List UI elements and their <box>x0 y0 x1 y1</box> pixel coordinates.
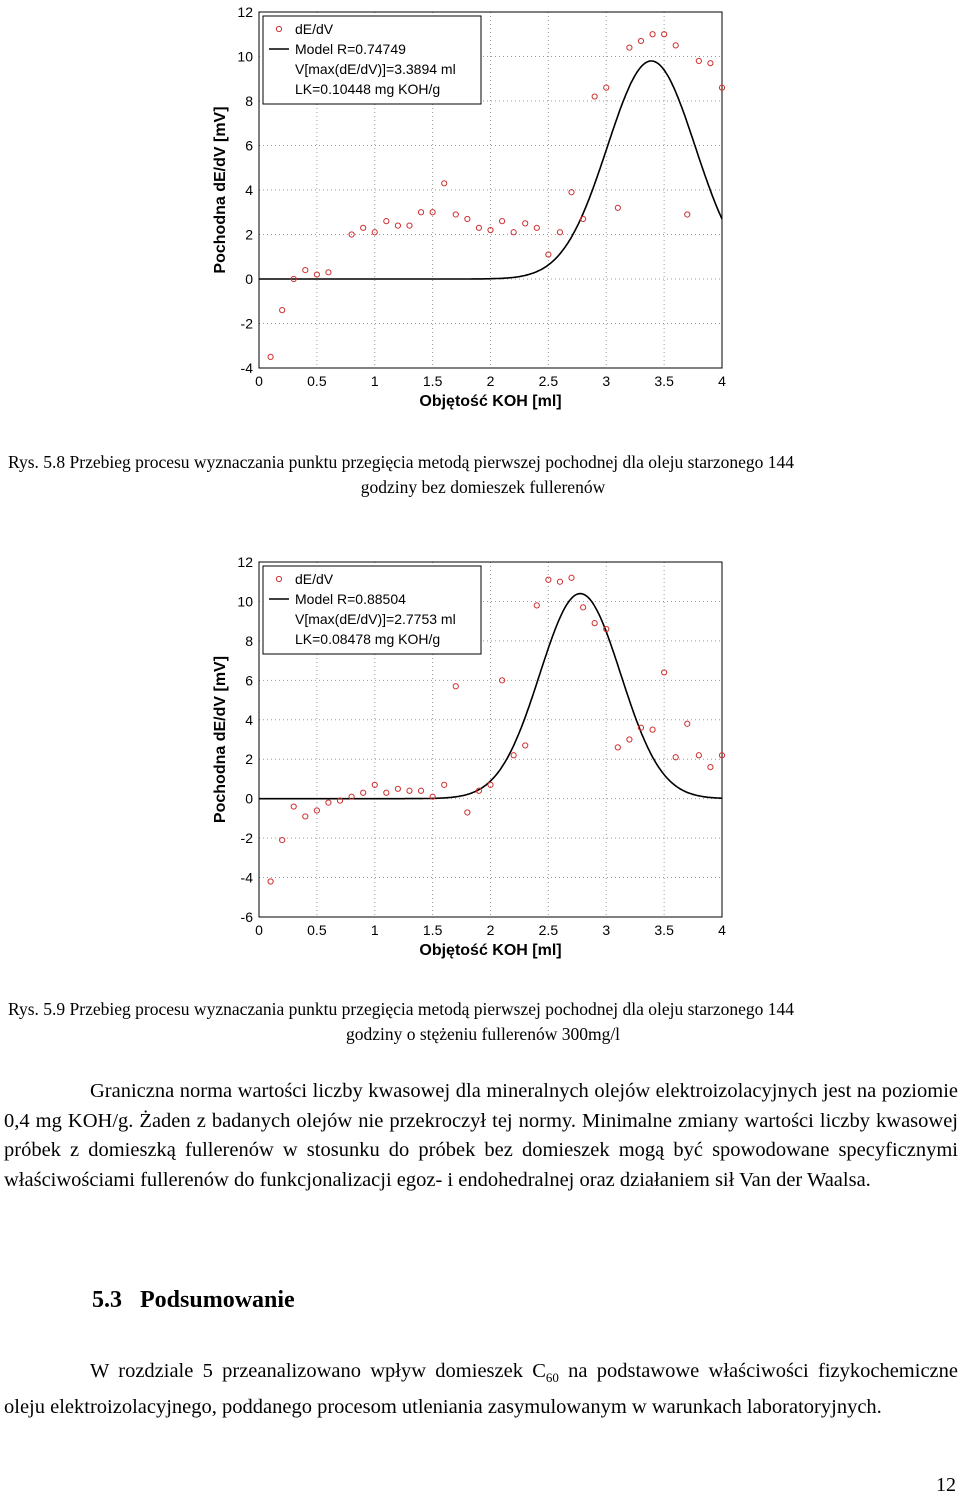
x-tick-label: 1.5 <box>422 922 443 938</box>
summary-text-after: na podstawowe właściwości fizykochemiczne oleju elektroizolacyjnego, poddanego procesom utleniania zasymulowanym w warunkach laboratoryjnych. <box>4 1360 958 1418</box>
y-tick-label: 2 <box>245 226 253 243</box>
y-tick-label: 10 <box>237 593 253 610</box>
legend-entry: dE/dV <box>295 21 334 37</box>
y-tick-label: -4 <box>240 869 253 886</box>
chart-5-8 <box>0 0 960 420</box>
x-tick-label: 0.5 <box>307 373 327 389</box>
y-axis-label: Pochodna dE/dV [mV] <box>212 655 229 824</box>
y-tick-label: -2 <box>240 315 253 332</box>
page-number: 12 <box>936 1474 956 1496</box>
caption-5-9-line1: Rys. 5.9 Przebieg procesu wyznaczania punktu przegięcia metodą pierwszej pochodnej dla oleju starzonego 144 <box>8 999 795 1019</box>
x-tick-label: 1.5 <box>422 373 443 389</box>
legend-entry: LK=0.08478 mg KOH/g <box>295 631 441 647</box>
y-tick-label: 8 <box>245 632 253 649</box>
section-number: 5.3 <box>92 1287 122 1313</box>
section-title: Podsumowanie <box>140 1287 295 1313</box>
x-tick-label: 0 <box>255 922 263 938</box>
x-tick-label: 2 <box>486 922 495 938</box>
caption-5-9-line2: godziny o stężeniu fullerenów 300mg/l <box>345 1024 621 1044</box>
y-tick-label: 12 <box>237 554 253 570</box>
legend-entry: Model R=0.74749 <box>295 41 406 57</box>
x-tick-label: 0.5 <box>307 922 327 938</box>
x-tick-label: 2.5 <box>538 922 559 938</box>
y-tick-label: 10 <box>237 48 253 65</box>
y-tick-label: -6 <box>240 909 253 925</box>
y-tick-label: 4 <box>245 711 253 728</box>
x-tick-label: 3 <box>602 373 611 389</box>
figure-caption-5-8 <box>8 450 958 500</box>
paragraph-acid-number <box>4 1077 958 1195</box>
caption-5-8-line2: godziny bez domieszek fullerenów <box>360 477 606 497</box>
y-tick-label: 2 <box>245 751 253 768</box>
x-tick-label: 2 <box>486 373 495 389</box>
paragraph-acid-number-text: Graniczna norma wartości liczby kwasowej dla mineralnych olejów elektroizolacyjnych jest na poziomie 0,4 mg KOH/g. Żaden z badanych olejów nie przekroczył tej normy. Minimalne zmiany wartości liczby kwasowej próbek z domieszką fullerenów w stosunku do próbek bez domieszek mogą być spowodowane specyficznymi właściwościami fullerenów do funkcjonalizacji egoz- i endohedralnej oraz działaniem sił Van der Waalsa. <box>4 1080 958 1191</box>
caption-5-8-line1: Rys. 5.8 Przebieg procesu wyznaczania punktu przegięcia metodą pierwszej pochodnej dla oleju starzonego 144 <box>8 452 795 472</box>
y-tick-label: 4 <box>245 182 253 198</box>
legend-entry: V[max(dE/dV)]=3.3894 ml <box>295 61 456 77</box>
y-axis-label: Pochodna dE/dV [mV] <box>212 106 229 274</box>
x-tick-label: 1 <box>370 373 379 389</box>
legend-entry: dE/dV <box>295 571 334 587</box>
chart-5-9 <box>0 545 960 965</box>
x-tick-label: 3 <box>602 922 611 938</box>
y-tick-label: -4 <box>240 360 253 376</box>
x-axis-label: Objętość KOH [ml] <box>419 942 562 959</box>
x-axis-label: Objętość KOH [ml] <box>419 393 562 410</box>
legend-entry: LK=0.10448 mg KOH/g <box>295 81 441 97</box>
x-tick-label: 3.5 <box>654 922 674 938</box>
summary-subscript: 60 <box>545 1370 559 1386</box>
legend-entry: V[max(dE/dV)]=2.7753 ml <box>295 611 456 627</box>
section-heading <box>92 1287 295 1314</box>
y-tick-label: 6 <box>245 672 253 689</box>
x-tick-label: 0 <box>255 373 263 389</box>
x-tick-label: 4 <box>718 373 726 389</box>
chart-5-8-svg <box>0 0 960 420</box>
legend-entry: Model R=0.88504 <box>295 591 406 607</box>
y-tick-label: 12 <box>237 4 253 20</box>
y-tick-label: 0 <box>245 271 253 287</box>
x-tick-label: 1 <box>370 922 379 938</box>
y-tick-label: 8 <box>245 93 253 109</box>
y-tick-label: -2 <box>240 830 253 847</box>
chart-5-9-svg <box>0 545 960 965</box>
x-tick-label: 4 <box>718 922 726 938</box>
figure-caption-5-9 <box>8 997 958 1047</box>
x-tick-label: 2.5 <box>538 373 559 389</box>
x-tick-label: 3.5 <box>654 373 674 389</box>
paragraph-summary <box>4 1357 958 1422</box>
summary-text-before: W rozdziale 5 przeanalizowano wpływ domieszek C <box>90 1360 546 1382</box>
y-tick-label: 0 <box>245 790 253 807</box>
y-tick-label: 6 <box>245 137 253 154</box>
